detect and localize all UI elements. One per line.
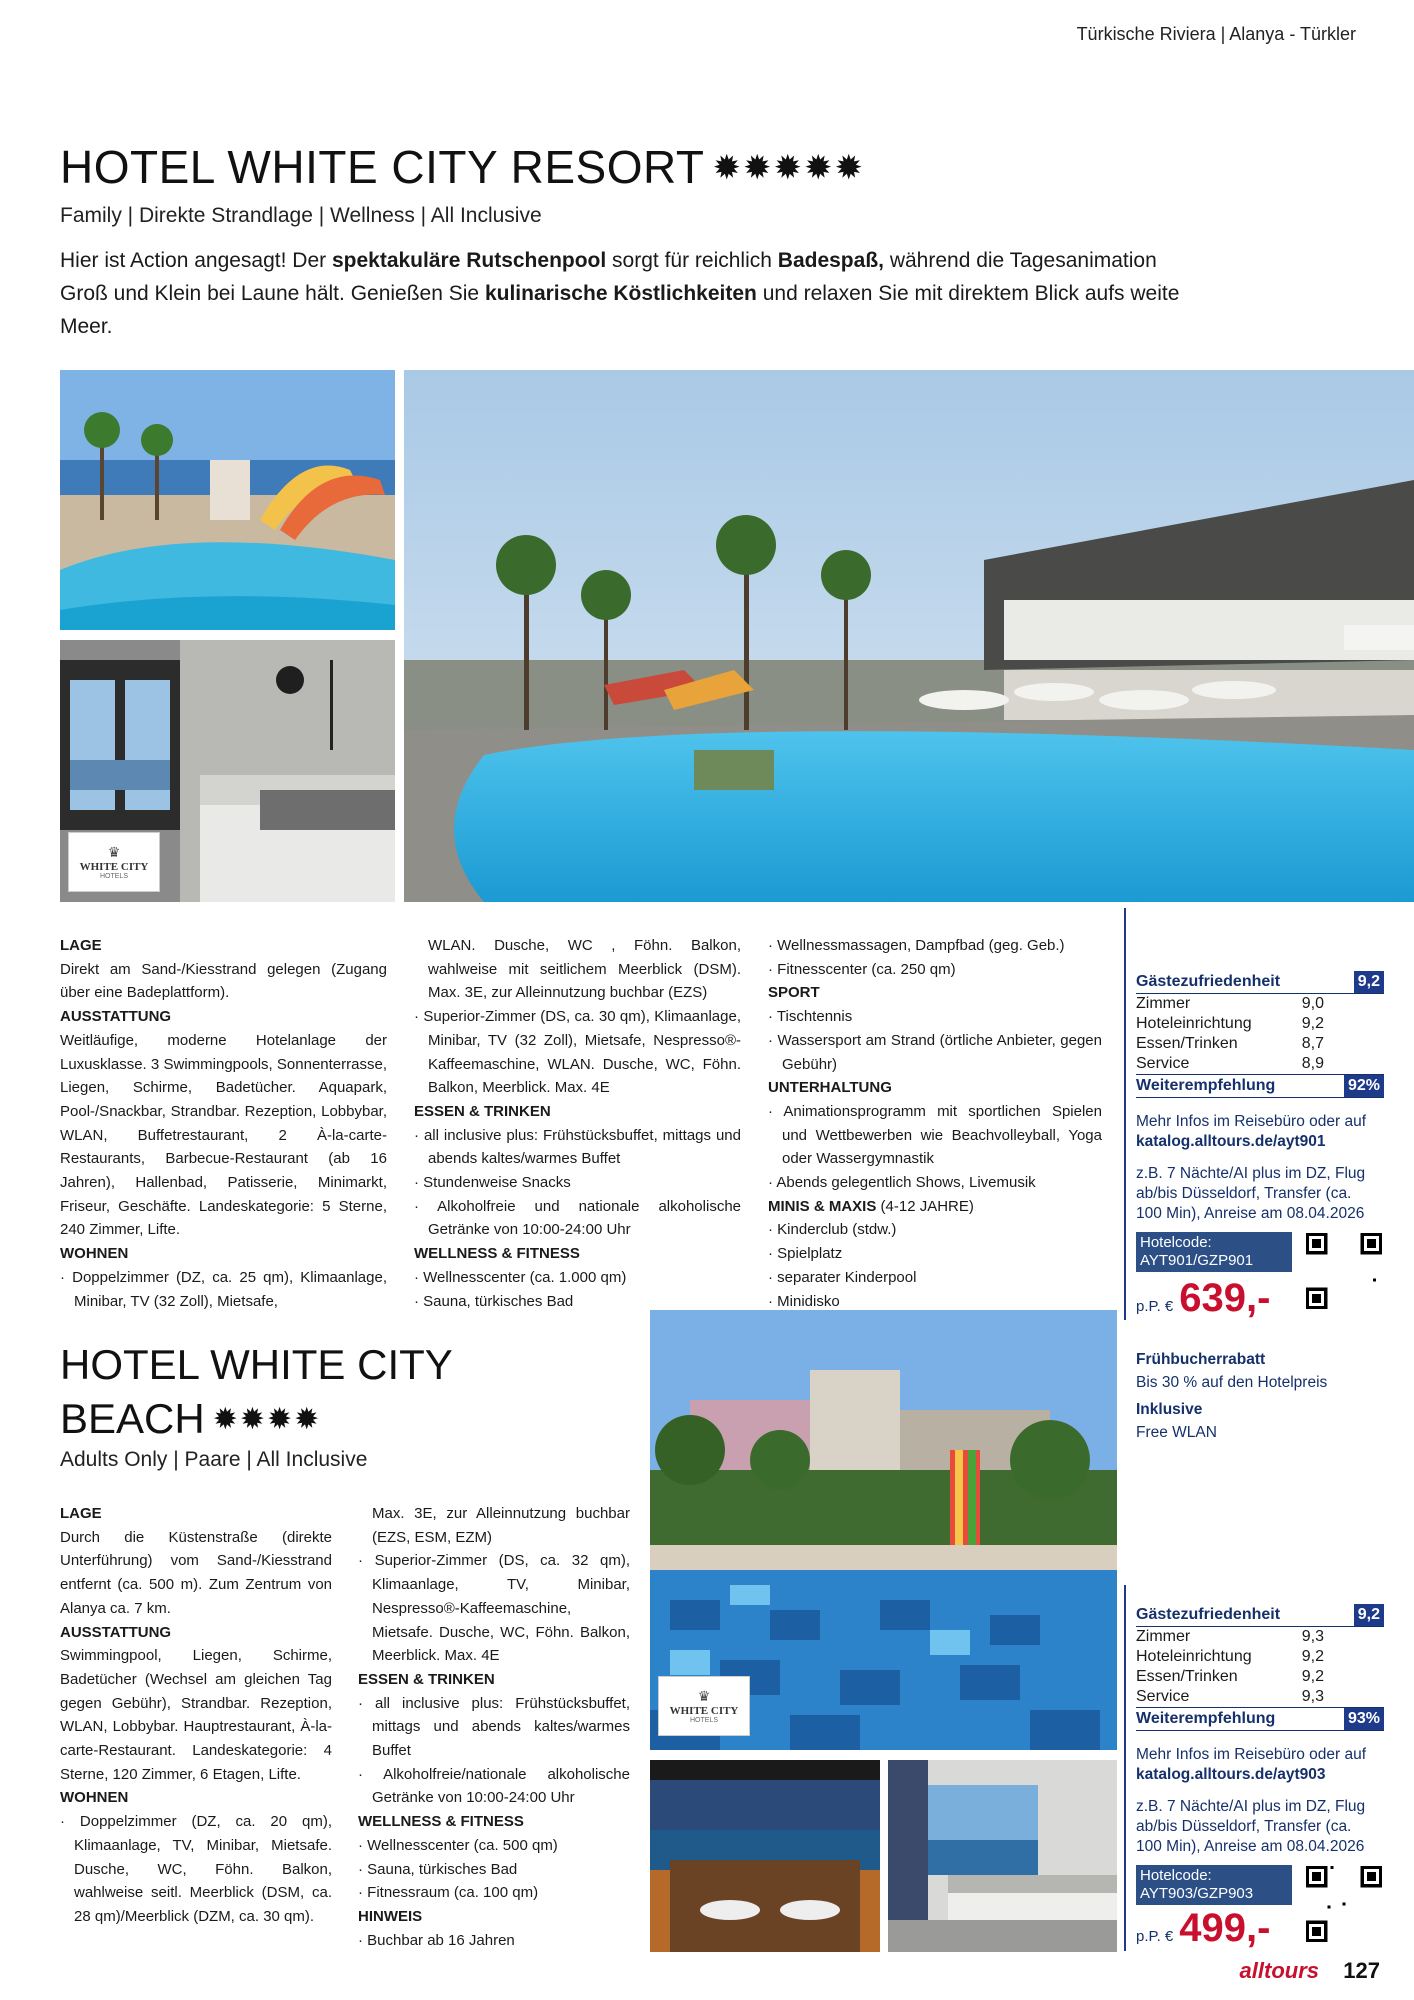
list-item: · Spielplatz [768,1242,1102,1266]
rating-header [1136,970,1384,994]
section-heading: SPORT [768,984,820,1002]
rating-row [1136,1687,1384,1707]
price-value: 499,- [1179,1906,1271,1950]
rating-row [1136,1054,1384,1074]
page-number: 127 [1343,1958,1380,1983]
intro-text: während die Tagesanimation Groß und Klein bei Laune hält. Genießen Sie [60,249,1157,305]
price-label: p.P. € [1136,1928,1174,1945]
price-row [1136,1906,1270,1951]
rec-label: Weiterempfehlung [1136,1077,1276,1094]
rating-rows [1136,1627,1384,1707]
hotel2-title-line1: HOTEL WHITE CITY [60,1341,453,1388]
hotel2-sidebar [1136,1603,1384,1857]
hotel1-intro [60,244,1210,343]
rating-rows [1136,994,1384,1074]
list-item: · Sauna, türkisches Bad [358,1858,630,1882]
hotelcode-label: Hotelcode: [1140,1867,1212,1884]
rating-row [1136,1014,1384,1034]
catalog-link[interactable]: katalog.alltours.de/ayt901 [1136,1133,1326,1150]
photo-main-pool [404,370,1414,902]
intro-bold: Badespaß, [777,249,884,272]
list-item: · separater Kinderpool [768,1266,1102,1290]
hotel1-title-text: HOTEL WHITE CITY RESORT [60,141,705,193]
rec-value: 93% [1344,1708,1384,1730]
hotel2-title-line2 [60,1392,453,1447]
qr-code-icon[interactable] [1306,1866,1382,1942]
rating-header [1136,1603,1384,1627]
list-item: · Abends gelegentlich Shows, Livemusik [768,1171,1102,1195]
price-label: p.P. € [1136,1298,1174,1315]
logo-tag: HOTELS [689,1717,718,1724]
section-text: Direkt am Sand-/Kiesstrand gelegen (Zugang über eine Badeplattform). [60,960,387,1002]
rating-row [1136,1627,1384,1647]
rating-value: 9,0 [1301,995,1324,1012]
list-item: · Doppelzimmer (DZ, ca. 25 qm), Klimaanlage, Minibar, TV (32 Zoll), Mietsafe, [60,1266,387,1313]
logo-name: WHITE CITY [669,1705,739,1717]
hotelcode-label: Hotelcode: [1140,1234,1212,1251]
section-heading: AUSSTATTUNG [60,1623,172,1641]
intro-text: und relaxen Sie mit direktem Blick aufs weite Meer. [60,282,1180,338]
rating-label: Essen/Trinken [1136,1668,1238,1685]
minis-age: (4-12 JAHRE) [880,1197,974,1215]
section-text: Max. 3E, zur Alleinnutzung buchbar (EZS, ESM, EZM) [372,1505,630,1546]
list-item: · Wellnessmassagen, Dampfbad (geg. Geb.) [768,934,1102,958]
section-heading: WELLNESS & FITNESS [358,1813,524,1831]
section-heading: WOHNEN [60,1245,129,1263]
rating-value: 9,3 [1301,1688,1324,1705]
section-heading [768,1195,1102,1219]
hotel1-col2 [414,934,741,1313]
list-item: · Alkoholfreie und nationale alkoholische Getränke von 10:00-24:00 Uhr [414,1195,741,1242]
early-text: Bis 30 % auf den Hotelpreis [1136,1374,1328,1391]
rating-label: Essen/Trinken [1136,1035,1238,1052]
recommendation [1136,1074,1384,1098]
list-item: · Fitnesscenter (ca. 250 qm) [768,958,1102,982]
rating-label: Zimmer [1136,995,1191,1012]
list-item: · Alkoholfreie/nationale alkoholische Getränke von 10:00-24:00 Uhr [358,1763,630,1810]
sidebar-divider [1124,908,1126,1320]
rating-value: 9,2 [1301,1668,1324,1685]
rating-label: Hoteleinrichtung [1136,1648,1252,1665]
minis-heading: MINIS & MAXIS [768,1197,877,1215]
section-text: Durch die Küstenstraße (direkte Unterführung) vom Sand-/Kiesstrand entfernt (ca. 500 m). Zum Zentrum von Alanya ca. 7 km. [60,1528,332,1617]
offer-text: z.B. 7 Nächte/AI plus im DZ, Flug ab/bis Düsseldorf, Transfer (ca. 100 Min), Anreise am 08.04.2026 [1136,1798,1366,1855]
section-text: WLAN. Dusche, WC , Föhn. Balkon, wahlweise mit seitlichem Meerblick (DSM). Max. 3E, zur Alleinnutzung buchbar (EZS) [428,937,741,1002]
list-item: · Tischtennis [768,1005,1102,1029]
list-item: · Fitnessraum (ca. 100 qm) [358,1881,630,1905]
rating-label: Zimmer [1136,1628,1191,1645]
hotel2-col2 [358,1502,630,1952]
hotel2-subtitle: Adults Only | Paare | All Inclusive [60,1448,368,1471]
rating-label: Hoteleinrichtung [1136,1015,1252,1032]
hotel-logo [658,1676,750,1736]
hotel1-extras [1136,1348,1384,1444]
hotel2-title-text: BEACH [60,1395,205,1442]
section-heading: ESSEN & TRINKEN [358,1670,495,1688]
list-item: · Stundenweise Snacks [414,1171,741,1195]
rating-value: 8,7 [1301,1035,1324,1052]
hotelcode-value: AYT901/GZP901 [1140,1252,1254,1269]
photo-room2 [888,1760,1117,1952]
intro-text: Hier ist Action angesagt! Der [60,249,332,272]
list-item: · all inclusive plus: Frühstücksbuffet, mittags und abends kaltes/warmes Buffet [414,1124,741,1171]
logo-name: WHITE CITY [79,861,149,873]
price-row [1136,1276,1270,1321]
rec-value: 92% [1344,1075,1384,1097]
rating-label: Service [1136,1688,1190,1705]
crown-icon: ♛ [107,844,121,860]
hotel1-col1 [60,934,387,1313]
logo-tag: HOTELS [99,873,128,880]
list-item: · Kinderclub (stdw.) [768,1218,1102,1242]
hotel1-stars: ✹✹✹✹✹ [712,149,865,187]
rating-row [1136,1647,1384,1667]
rating-value: 8,9 [1301,1055,1324,1072]
hotel1-col3 [768,934,1102,1313]
hotel1-title [60,140,865,194]
list-item: · Buchbar ab 16 Jahren [358,1929,630,1953]
list-item: · Wassersport am Strand (örtliche Anbieter, gegen Gebühr) [768,1029,1102,1076]
incl-heading: Inklusive [1136,1401,1203,1418]
intro-bold: spektakuläre Rutschenpool [331,249,607,272]
list-item: · Wellnesscenter (ca. 1.000 qm) [414,1266,741,1290]
early-heading: Frühbucherrabatt [1136,1351,1266,1368]
hotel2-stars: ✹✹✹✹ [212,1403,322,1436]
list-item: · Superior-Zimmer (DS, ca. 32 qm), Klimaanlage, TV, Minibar, Nespresso®-Kaffeemaschine, Mietsafe. Dusche, WC, Föhn. Balkon, Meerblick. Max. 4E [358,1549,630,1668]
catalog-link[interactable]: katalog.alltours.de/ayt903 [1136,1766,1326,1783]
intro-bold: kulinarische Köstlichkeiten [484,282,757,305]
info-text: Mehr Infos im Reisebüro oder auf [1136,1113,1367,1130]
rating-row [1136,994,1384,1014]
section-text: Weitläufige, moderne Hotelanlage der Luxusklasse. 3 Swimmingpools, Sonnenterrasse, Liegen, Schirme, Badetücher. Aquapark, Pool-/Snackbar, Strandbar. Rezeption, Lobbybar, WLAN, Buffetrestaurant, 2 À-la-carte-Restaurants, Barbecue-Restaurant (ab 16 Jahren), Hallenbad, Patisserie, Minimarkt, Friseur, Geschäfte. Landeskategorie: 5 Sterne, 240 Zimmer, Lifte. [60,1031,387,1239]
hotelcode-value: AYT903/GZP903 [1140,1885,1254,1902]
section-text: Swimmingpool, Liegen, Schirme, Badetücher (Wechsel am gleichen Tag gegen Gebühr), Strandbar. Rezeption, WLAN, Lobbybar. Hauptrestaurant, À-la-carte-Restaurant. Landeskategorie: 4 Sterne, 120 Zimmer, 6 Etagen, Lifte. [60,1647,332,1783]
photo-terrace [650,1760,880,1952]
recommendation [1136,1707,1384,1731]
rating-value: 9,2 [1301,1648,1324,1665]
rating-row [1136,1034,1384,1054]
list-item: · all inclusive plus: Frühstücksbuffet, mittags und abends kaltes/warmes Buffet [358,1692,630,1763]
hotel1-subtitle: Family | Direkte Strandlage | Wellness | All Inclusive [60,204,542,227]
list-item: · Wellnesscenter (ca. 500 qm) [358,1834,630,1858]
rating-label: Service [1136,1055,1190,1072]
intro-text: sorgt für reichlich [606,249,778,272]
hotel2-col1 [60,1502,332,1929]
rating-value: 9,3 [1301,1628,1324,1645]
hotel2-title [60,1338,453,1447]
hotel-logo [68,832,160,892]
rating-title: Gästezufriedenheit [1136,1605,1281,1623]
rating-value: 9,2 [1301,1015,1324,1032]
offer-text: z.B. 7 Nächte/AI plus im DZ, Flug ab/bis Düsseldorf, Transfer (ca. 100 Min), Anreise am 08.04.2026 [1136,1165,1366,1222]
brand-logo: alltours [1239,1958,1319,1983]
photo-waterpark [60,370,395,630]
hotel1-sidebar [1136,970,1384,1224]
section-heading: WOHNEN [60,1789,129,1807]
incl-text: Free WLAN [1136,1424,1217,1441]
info-text: Mehr Infos im Reisebüro oder auf [1136,1746,1367,1763]
section-heading: UNTERHALTUNG [768,1079,892,1097]
list-item: · Superior-Zimmer (DS, ca. 30 qm), Klimaanlage, Minibar, TV (32 Zoll), Mietsafe, Nespresso®-Kaffeemaschine, WLAN. Dusche, WC, Föhn. Balkon, Meerblick. Max. 4E [414,1005,741,1100]
list-item: · Minidisko [768,1290,1102,1314]
rating-score: 9,2 [1354,1604,1384,1626]
section-heading: LAGE [60,937,102,954]
rating-row [1136,1667,1384,1687]
rec-label: Weiterempfehlung [1136,1710,1276,1727]
rating-title: Gästezufriedenheit [1136,972,1281,990]
qr-code-icon[interactable] [1306,1233,1382,1309]
list-item: · Doppelzimmer (DZ, ca. 20 qm), Klimaanlage, TV, Minibar, Mietsafe. Dusche, WC, Föhn. Balkon, wahlweise seitl. Meerblick (DSM, ca. 28 qm)/Meerblick (DZM, ca. 30 qm). [60,1810,332,1929]
breadcrumb: Türkische Riviera | Alanya - Türkler [1076,24,1356,44]
section-heading: WELLNESS & FITNESS [414,1245,580,1263]
section-heading: AUSSTATTUNG [60,1008,172,1026]
sidebar-divider [1124,1585,1126,1951]
rating-score: 9,2 [1354,971,1384,993]
crown-icon: ♛ [697,1688,711,1704]
list-item: · Animationsprogramm mit sportlichen Spielen und Wettbewerben wie Beachvolleyball, Yoga oder Wassergymnastik [768,1100,1102,1171]
list-item: · Sauna, türkisches Bad [414,1290,741,1314]
price-value: 639,- [1179,1276,1271,1320]
section-heading: ESSEN & TRINKEN [414,1102,551,1120]
section-heading: HINWEIS [358,1907,423,1925]
hotelcode-box [1136,1865,1292,1905]
hotelcode-box [1136,1232,1292,1272]
section-heading: LAGE [60,1505,102,1522]
